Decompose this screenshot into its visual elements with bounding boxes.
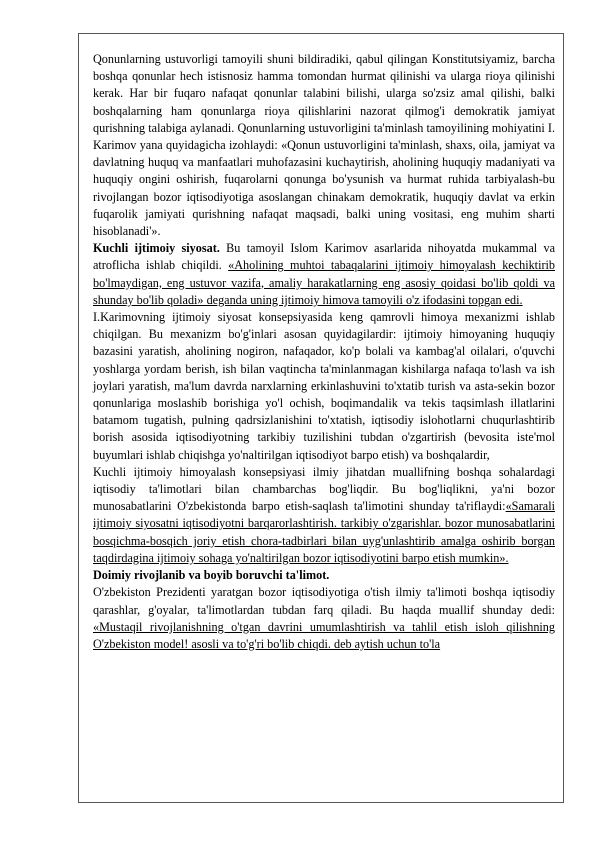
paragraph-text: O'zbekiston Prezidenti yaratgan bozor iqtisodiyotiga o'tish ilmiy ta'limoti boshqa iqtisodiy qarashlar, g'oyalar, ta'limotlardan tubdan farq qiladi. Bu haqda muallif shunday dedi:	[93, 585, 555, 617]
quote-underlined: «Samarali ijtimoiy siyosatni iqtisodiyotni barqarorlashtirish. tarkibiy o'zgarishlar. bozor munosabatlarini bosqichma-bosqich joriy etish chora-tadbirlari bilan uyg'unlashtirib amalga oshirib borgan taqdirdagina ijtimoiy sohaga yo'naltirilgan bozor iqtisodiyotini barpo etish mumkin».	[93, 499, 555, 565]
paragraph-text: I.Karimovning ijtimoiy siyosat konsepsiyasida keng qamrovli himoya mexanizmi ishlab chiqilgan. Bu mexanizm bo'g'inlari asosan quyidagilardir: ijtimoiy himoyaning huquqiy bazasini yaratish, aholining nogiron, nafaqador, ko'p bolali va kambag'al oilalari, o'quvchi yoshlarga yordam berish, ish bilan vaqtincha ta'minlanmagan kishilarga nafaqa to'lash va ish joylari yaratish, ma'lum davrda narxlarning erkinlashuvini to'xtatib turish va asta-sekin bozor qonunlariga moslashib borishiga yo'l ochish, boqimandalik va tekis taqsimlash illatlarini batamom tugatish, pulning qadrsizlanishini to'xtatish, iqtisodiy islohotlarni chuqurlashtirib borish asosida iqtisodiyotning tarkibiy tuzilishini tubdan o'zgartirish (bevosita iste'mol buyumlari ishlab chiqishga yo'naltirilgan iqtisodiyot barpo etish) va boshqalardir,	[93, 310, 555, 462]
paragraph-rule-of-law	[93, 51, 555, 240]
paragraph-text: Bu tamoyil Islom Karimov asarlarida nihoyatda mukammal va atroflicha ishlab chiqildi.	[93, 241, 555, 273]
paragraph-concept	[93, 464, 555, 567]
document-body	[93, 51, 555, 653]
section-heading-inline: Kuchli ijtimoiy siyosat.	[93, 241, 220, 256]
quote-underlined: «Aholining muhtoi tabaqalarini ijtimoiy himoyalash kechiktirib bo'lmaydigan, eng ustuvor vazifa, amaliy harakatlarning eng asosiy qoidasi bo'lib qoldi va shunday bo'lib qoladi» deganda uning ijtimoiy himova tamoyili o'z ifodasini topgan edi.	[93, 258, 555, 307]
paragraph-mechanism	[93, 309, 555, 464]
quote-underlined: «Mustaqil rivojlanishning o'tgan davrini umumlashtirish va tahlil etish isloh qilishning O'zbekiston model! asosli va to'g'ri bo'lib chiqdi. deb aytish uchun to'la	[93, 619, 555, 651]
paragraph-president	[93, 584, 555, 653]
paragraph-text: Kuchli ijtimoiy himoyalash konsepsiyasi ilmiy jihatdan muallifning boshqa sohalardagi iqtisodiy ta'limotlari bilan chambarchas bog'liqdir. Bu bog'liqlikni, ya'ni bozor munosabatlarini O'zbekistonda barpo etish-saqlash ta'limotini shunday ta'riflaydi:	[93, 464, 555, 514]
paragraph-social-policy	[93, 240, 555, 309]
section-heading: Doimiy rivojlanib va boyib boruvchi ta'limot.	[93, 568, 330, 583]
paragraph-text: Qonunlarning ustuvorligi tamoyili shuni bildiradiki, qabul qilingan Konstitutsiyamiz, barcha boshqa qonunlar hech istisnosiz hamma tomondan hurmat qilinishi va ularga rioya qilinishi kerak. Har bir fuqaro nafaqat qonunlar talabini bilishi, ularga so'zsiz amal qilishi, balki boshqalarning ham qonunlarga rioya qilishlarini nazorat qilmog'i demokratik jamiyat qurishning talabiga aylanadi. Qonunlarning ustuvorligini ta'minlash tamoyilining mohiyatini I. Karimov yana quyidagicha izohlaydi: «Qonun ustuvorligini ta'minlash, shaxs, oila, jamiyat va davlatning huquq va manfaatlari muhofazasini kuchaytirish, aholining huquqiy madaniyati va huquqiy ongini oshirish, fuqarolarni qonunga bo'ysunish va hurmat ruhida tarbiyalash-bu rivojlangan bozor iqtisodiyotiga asoslangan chinakam demokratik, huquqiy davlat va erkin fuqarolik jamiyati qurishning nafaqat maqsadi, balki uning vositasi, eng muhim sharti hisoblanadi'».	[93, 52, 555, 239]
